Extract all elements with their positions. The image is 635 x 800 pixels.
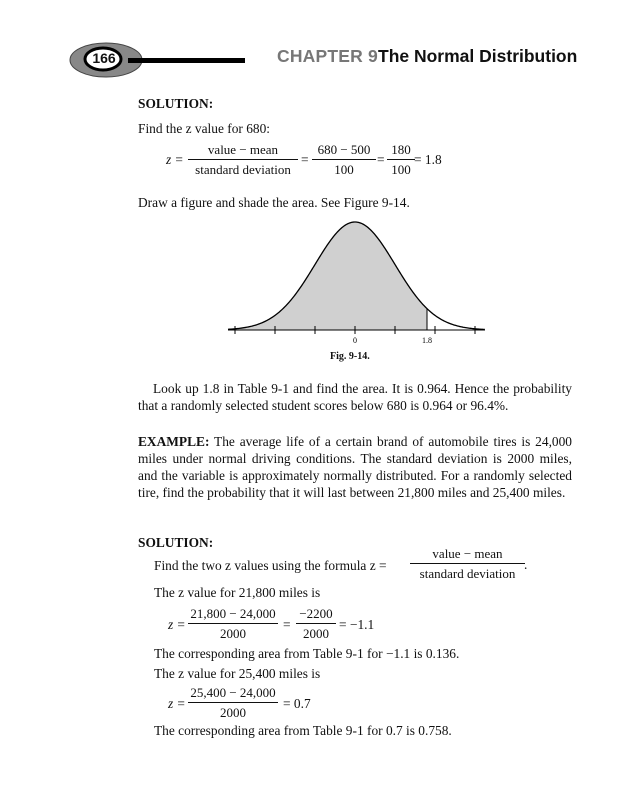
example-paragraph bbox=[138, 433, 572, 501]
equals-sign: = bbox=[301, 152, 309, 167]
draw-instruction: Draw a figure and shade the area. See Figure 9-14. bbox=[138, 195, 410, 210]
formula-fraction: value − mean standard deviation bbox=[410, 547, 525, 581]
fraction: $\frac{25,400 - 24,000}{2000}$ bbox=[188, 686, 278, 720]
equals-sign: = bbox=[377, 152, 385, 167]
normal-curve-figure bbox=[220, 210, 490, 350]
z1-intro: The z value for 21,800 miles is bbox=[154, 585, 321, 600]
tick-label-1-8: 1.8 bbox=[422, 336, 432, 345]
fraction: value − mean standard deviation bbox=[188, 143, 298, 177]
equals-sign: = bbox=[283, 617, 291, 632]
fraction: $\frac{680 - 500}{100}$ bbox=[312, 143, 376, 177]
period: . bbox=[524, 557, 528, 572]
tick-label-0: 0 bbox=[353, 336, 357, 345]
fraction: $\frac{-2200}{2000}$ bbox=[296, 607, 336, 641]
solution-intro: Find the z value for 680: bbox=[138, 121, 271, 136]
lookup-paragraph: Look up 1.8 in Table 9-1 and find the area. It is 0.964. Hence the probability that a randomly selected student scores below 680 is 0.964 or 96.4%. bbox=[138, 381, 572, 413]
page-number: 166 bbox=[92, 50, 116, 66]
solution-heading-2: SOLUTION: bbox=[138, 535, 214, 550]
area1-text: The corresponding area from Table 9-1 for −1.1 is 0.136. bbox=[154, 646, 460, 661]
example-label: EXAMPLE: bbox=[138, 434, 210, 449]
equation-result: = −1.1 bbox=[339, 617, 375, 632]
chapter-title: The Normal Distribution bbox=[378, 46, 578, 66]
fraction: $\frac{180}{100}$ bbox=[387, 143, 415, 177]
figure-caption: Fig. 9-14. bbox=[330, 351, 370, 362]
z-symbol: z = bbox=[168, 617, 186, 632]
z-symbol: z = bbox=[166, 152, 184, 167]
fraction: $\frac{21,800 - 24,000}{2000}$ bbox=[188, 607, 278, 641]
shaded-area bbox=[228, 222, 427, 330]
solution-heading: SOLUTION: bbox=[138, 96, 214, 111]
example-text: The average life of a certain brand of automobile tires is 24,000 miles under normal driving conditions. The standard deviation is 2000 miles, and the variable is approximately normally distributed. For a randomly selected tire, find the probability that it will last between 21,800 miles and 25,400 miles. bbox=[138, 434, 572, 500]
z2-intro: The z value for 25,400 miles is bbox=[154, 666, 321, 681]
equation-result: = 1.8 bbox=[414, 152, 442, 167]
area2-text: The corresponding area from Table 9-1 for 0.7 is 0.758. bbox=[154, 723, 452, 738]
z-symbol: z = bbox=[168, 696, 186, 711]
equation-result: = 0.7 bbox=[283, 696, 311, 711]
formula-intro: Find the two z values using the formula z = bbox=[154, 558, 387, 573]
chapter-label: CHAPTER 9 bbox=[277, 46, 378, 66]
